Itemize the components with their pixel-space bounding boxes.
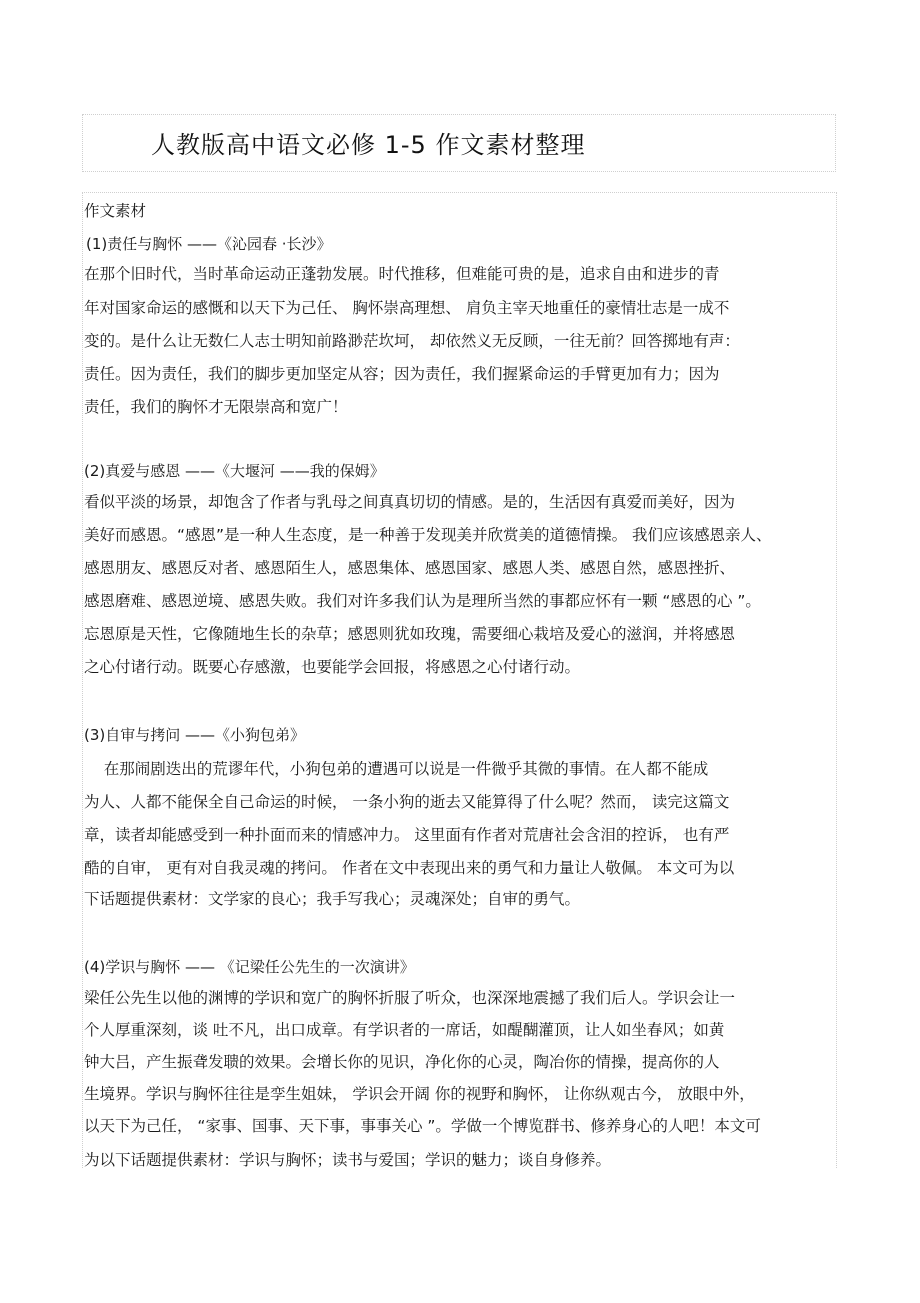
item-4-line: 以天下为己任， “家事、国事、天下事，事事关心 ”。学做一个博览群书、修养身心的人吧！本文可: [84, 1117, 761, 1135]
item-2-line: 感恩磨难、感恩逆境、感恩失败。我们对许多我们认为是理所当然的事都应怀有一颗 “感恩的心 ”。: [84, 592, 761, 610]
item-4-line: 钟大吕，产生振聋发聩的效果。会增长你的见识，净化你的心灵，陶冶你的情操，提高你的人: [84, 1053, 720, 1071]
item-2-line: 美好而感恩。“感恩”是一种人生态度，是一种善于发现美并欣赏美的道德情操。 我们应该感恩亲人、: [84, 526, 772, 544]
item-1-line: 变的。是什么让无数仁人志士明知前路渺茫坎坷， 却依然义无反顾，一往无前？回答掷地有声：: [84, 332, 740, 350]
document-title: 人教版高中语文必修 1-5 作文素材整理: [151, 131, 586, 159]
item-3-line: 章，读者却能感受到一种扑面而来的情感冲力。 这里面有作者对荒唐社会含泪的控诉， 也有严: [84, 826, 730, 844]
item-3-line: 酷的自审， 更有对自我灵魂的拷问。 作者在文中表现出来的勇气和力量让人敬佩。 本文可为以: [84, 859, 735, 877]
item-2-line: 忘恩原是天性，它像随地生长的杂草；感恩则犹如玫瑰，需要细心栽培及爱心的滋润，并将感恩: [84, 625, 736, 643]
item-1-line: 年对国家命运的感慨和以天下为己任、 胸怀崇高理想、 肩负主宰天地重任的豪情壮志是一成不: [84, 299, 730, 317]
item-3-heading: (3)自审与拷问 ——《小狗包弟》: [84, 726, 306, 744]
item-4-heading: (4)学识与胸怀 —— 《记梁任公先生的一次演讲》: [84, 958, 415, 976]
item-3-line: 为人、人都不能保全自己命运的时候， 一条小狗的逝去又能算得了什么呢？然而， 读完这篇文: [84, 793, 730, 811]
item-2-line: 之心付诸行动。既要心存感激，也要能学会回报，将感恩之心付诸行动。: [84, 658, 581, 676]
item-1-heading: (1)责任与胸怀 ——《沁园春 ·长沙》: [86, 235, 332, 253]
item-2-heading: (2)真爱与感恩 ——《大堰河 ——我的保姆》: [84, 462, 385, 480]
item-3-line: 下话题提供素材：文学家的良心；我手写我心；灵魂深处；自审的勇气。: [84, 890, 581, 908]
item-4-line: 个人厚重深刻，谈 吐不凡，出口成章。有学识者的一席话，如醍醐灌顶，让人如坐春风；如黄: [84, 1021, 725, 1039]
item-2-line: 看似平淡的场景，却饱含了作者与乳母之间真真切切的情感。是的，生活因有真爱而美好，因为: [84, 493, 736, 511]
item-4-line: 梁任公先生以他的渊博的学识和宽广的胸怀折服了听众，也深深地震撼了我们后人。学识会让一: [84, 989, 736, 1007]
title-box: [82, 114, 836, 172]
item-1-line: 责任，我们的胸怀才无限崇高和宽广！: [84, 398, 348, 416]
item-2-line: 感恩朋友、感恩反对者、感恩陌生人，感恩集体、感恩国家、感恩人类、感恩自然，感恩挫折、: [84, 559, 736, 577]
item-3-line: 在那闹剧迭出的荒谬年代，小狗包弟的遭遇可以说是一件微乎其微的事情。在人都不能成: [84, 760, 709, 778]
item-1-line: 责任。因为责任，我们的脚步更加坚定从容；因为责任，我们握紧命运的手臂更加有力；因为: [84, 365, 720, 383]
item-4-line: 为以下话题提供素材：学识与胸怀；读书与爱国；学识的魅力；谈自身修养。: [84, 1151, 612, 1169]
item-4-line: 生境界。学识与胸怀往往是孪生姐妹， 学识会开阔 你的视野和胸怀， 让你纵观古今， 放眼中外，: [84, 1085, 755, 1103]
section-label: 作文素材: [84, 202, 147, 220]
item-1-line: 在那个旧时代，当时革命运动正蓬勃发展。时代推移，但难能可贵的是，追求自由和进步的青: [84, 265, 720, 283]
